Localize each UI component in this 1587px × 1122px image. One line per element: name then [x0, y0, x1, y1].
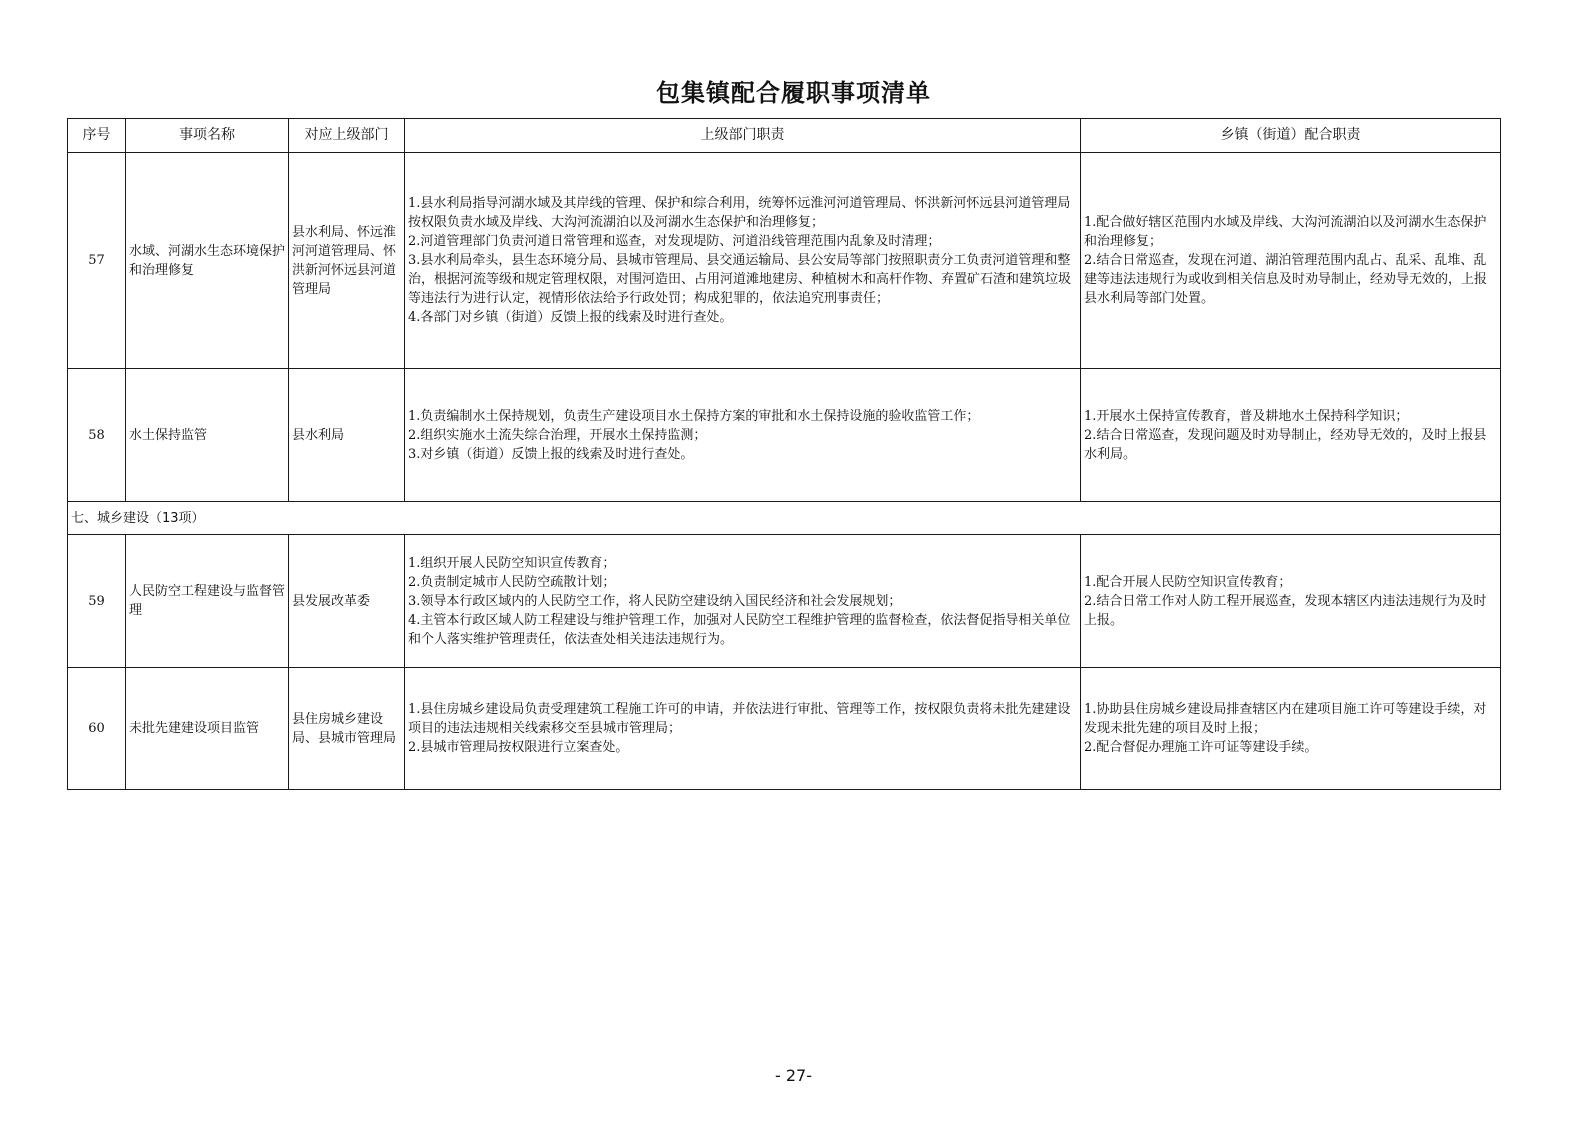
duty-line: 2.配合督促办理施工许可证等建设手续。 — [1084, 740, 1318, 755]
duty-line: 1.组织开展人民防空知识宣传教育； — [408, 555, 616, 571]
table-row — [68, 369, 1501, 502]
duty-line: 1.开展水土保持宣传教育，普及耕地水土保持科学知识； — [1084, 408, 1409, 424]
row-dept: 县发展改革委 — [289, 535, 405, 668]
duty-line: 3.县水利局牵头，县生态环境分局、县城市管理局、县交通运输局、县公安局等部门按照职责分工负责河道管理和整治，根据河流等级和规定管理权限，对围河造田、占用河道滩地建房、种植树木和高杆作物、弃置矿石渣和建筑垃圾等违法行为进行认定，视情形依法给予行政处罚；构成犯罪的，依法追究刑事责任； — [408, 253, 1072, 306]
row-town-duty — [1081, 535, 1501, 668]
row-num: 60 — [68, 668, 126, 790]
duty-line: 4.各部门对乡镇（街道）反馈上报的线索及时进行查处。 — [408, 310, 733, 325]
row-num: 57 — [68, 153, 126, 369]
row-town-duty — [1081, 369, 1501, 502]
row-dept: 县水利局 — [289, 369, 405, 502]
duty-table — [67, 118, 1501, 790]
row-town-duty — [1081, 668, 1501, 790]
row-item: 人民防空工程建设与监督管理 — [126, 535, 289, 668]
header-upper-duty: 上级部门职责 — [405, 119, 1081, 153]
header-item: 事项名称 — [126, 119, 289, 153]
duty-line: 2.河道管理部门负责河道日常管理和巡查，对发现堤防、河道沿线管理范围内乱象及时清理； — [408, 234, 941, 249]
duty-line: 1.配合做好辖区范围内水域及岸线、大沟河流湖泊以及河湖水生态保护和治理修复； — [1084, 215, 1487, 249]
header-town-duty: 乡镇（街道）配合职责 — [1081, 119, 1501, 153]
section-row — [68, 502, 1501, 535]
row-num: 59 — [68, 535, 126, 668]
duty-line: 3.对乡镇（街道）反馈上报的线索及时进行查处。 — [408, 446, 694, 462]
row-upper-duty — [405, 369, 1081, 502]
duty-line: 2.结合日常工作对人防工程开展巡查，发现本辖区内违法违规行为及时上报。 — [1084, 593, 1487, 628]
page-title: 包集镇配合履职事项清单 — [656, 79, 931, 107]
row-item: 未批先建建设项目监管 — [126, 668, 289, 790]
page-number: - 27- — [775, 1066, 812, 1085]
duty-line: 1.负责编制水土保持规划，负责生产建设项目水土保持方案的审批和水土保持设施的验收监管工作； — [408, 408, 980, 424]
row-num: 58 — [68, 369, 126, 502]
row-item: 水土保持监管 — [126, 369, 289, 502]
duty-line: 1.县住房城乡建设局负责受理建筑工程施工许可的申请，并依法进行审批、管理等工作，按权限负责将未批先建建设项目的违法违规相关线索移交至县城市管理局； — [408, 702, 1071, 736]
row-dept: 县水利局、怀远淮河河道管理局、怀洪新河怀远县河道管理局 — [289, 153, 405, 369]
table-row — [68, 668, 1501, 790]
row-upper-duty — [405, 668, 1081, 790]
duty-line: 1.配合开展人民防空知识宣传教育； — [1084, 574, 1292, 590]
duty-line: 3.领导本行政区域内的人民防空工作，将人民防空建设纳入国民经济和社会发展规划； — [408, 593, 902, 609]
duty-line: 4.主管本行政区域人防工程建设与维护管理工作，加强对人民防空工程维护管理的监督检查，依法督促指导相关单位和个人落实维护管理责任，依法查处相关违法违规行为。 — [408, 612, 1071, 647]
duty-line: 2.结合日常巡查，发现问题及时劝导制止，经劝导无效的，及时上报县水利局。 — [1084, 427, 1487, 462]
header-num: 序号 — [68, 119, 126, 153]
table-row — [68, 535, 1501, 668]
row-town-duty — [1081, 153, 1501, 369]
row-upper-duty — [405, 153, 1081, 369]
duty-line: 2.结合日常巡查，发现在河道、湖泊管理范围内乱占、乱采、乱堆、乱建等违法违规行为或收到相关信息及时劝导制止，经劝导无效的，上报县水利局等部门处置。 — [1084, 253, 1488, 306]
duty-line: 1.协助县住房城乡建设局排查辖区内在建项目施工许可等建设手续，对发现未批先建的项目及时上报； — [1084, 702, 1487, 736]
row-dept: 县住房城乡建设局、县城市管理局 — [289, 668, 405, 790]
row-item: 水域、河湖水生态环境保护和治理修复 — [126, 153, 289, 369]
header-dept: 对应上级部门 — [289, 119, 405, 153]
table-row — [68, 153, 1501, 369]
duty-line: 2.负责制定城市人民防空疏散计划； — [408, 574, 616, 590]
duty-line: 2.组织实施水土流失综合治理，开展水土保持监测； — [408, 427, 707, 443]
table-header-row — [68, 119, 1501, 153]
duty-line: 1.县水利局指导河湖水域及其岸线的管理、保护和综合利用，统筹怀远淮河河道管理局、怀洪新河怀远县河道管理局按权限负责水域及岸线、大沟河流湖泊以及河湖水生态保护和治理修复； — [408, 196, 1071, 230]
row-upper-duty — [405, 535, 1081, 668]
section-title: 七、城乡建设（13项） — [68, 502, 1501, 535]
duty-line: 2.县城市管理局按权限进行立案查处。 — [408, 740, 629, 755]
